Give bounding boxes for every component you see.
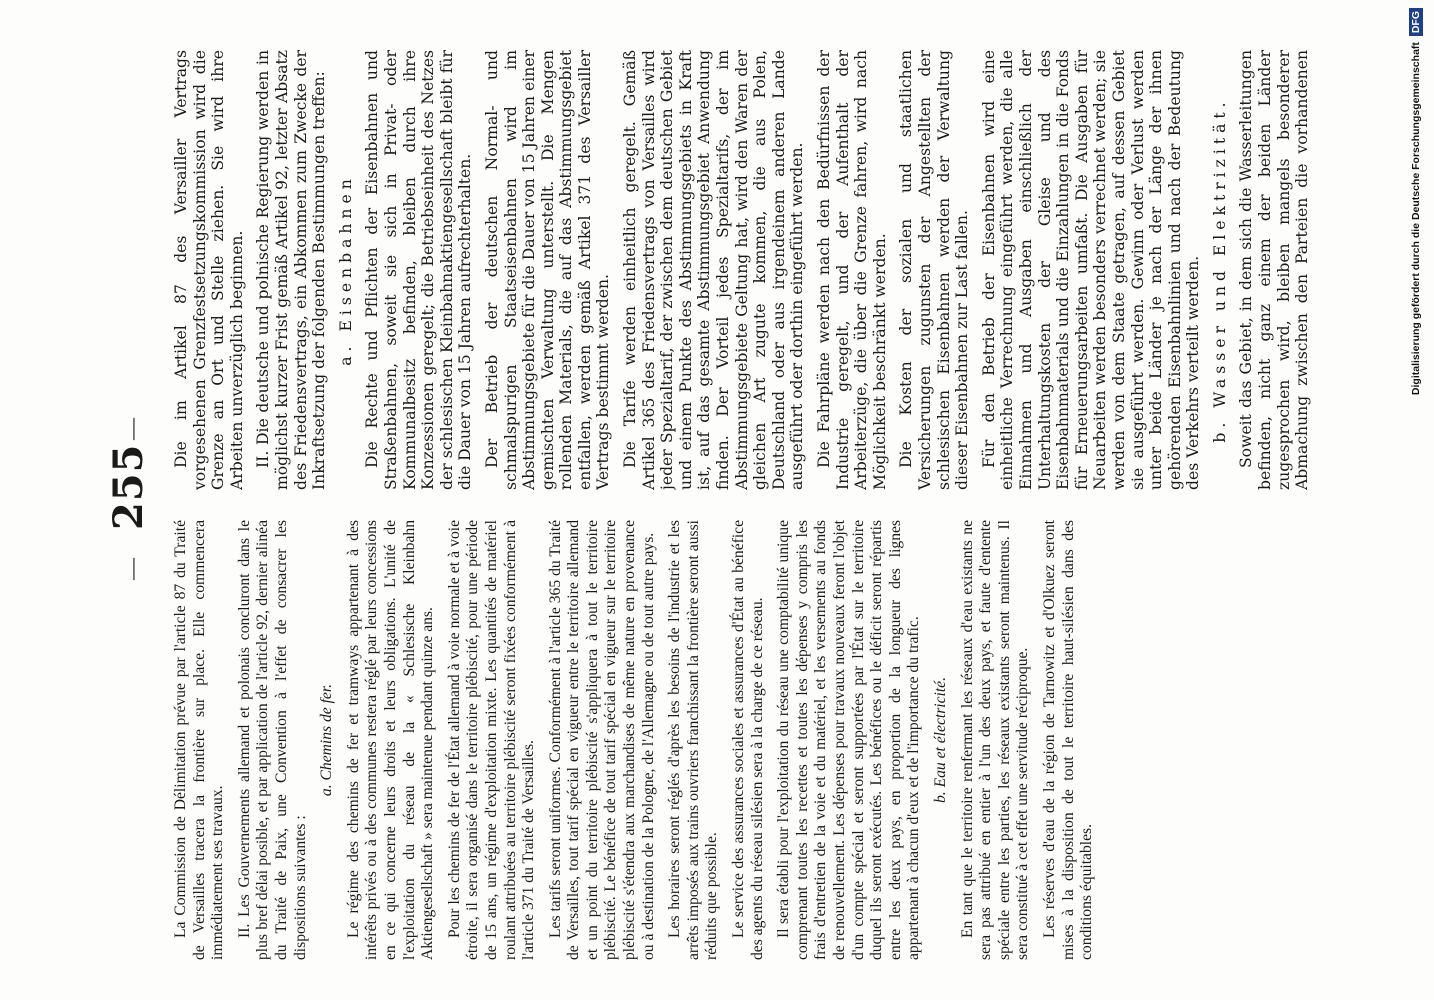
de-paragraph: Die Rechte und Pflichten der Eisenbahnen und Straßenbahnen, soweit sie sich in Privat- oder Kommunalbesitz befinden, bleiben durch ihre Konzessionen geregelt; die Betriebseinheit des Netzes der schlesischen Kleinbahnaktiengesellschaft bleibt für die Dauer von 15 Jahren aufrechterhalten. bbox=[363, 50, 475, 490]
fr-paragraph: En tant que le territoire renfermant les réseaux d'eau existants ne sera pas attribué en entier à l'un des deux pays, et faute d'entente spéciale entre les parties, les réseaux existants seront maintenus. Il sera constitué à cet effet une servitude réciproque. bbox=[958, 520, 1032, 960]
page-header bbox=[97, 40, 167, 960]
fr-heading-railways: a. Chemins de fer. bbox=[318, 683, 336, 797]
french-column bbox=[172, 520, 1312, 960]
de-paragraph: II. Die deutsche und polnische Regierung werden in möglichst kurzer Frist gemäß Artikel 92, letzter Absatz des Friedensvertrags, ein Abkommen zum Zwecke der Inkraftsetzung der folgenden Bestimmungen treffen: bbox=[254, 50, 329, 490]
funding-sidebar bbox=[1404, 8, 1428, 992]
fr-paragraph: Les réserves d'eau de la région de Tarnowitz et d'Olkuez seront mises à la disposition de tout le territoire haut-silésien dans des conditions équitables. bbox=[1040, 520, 1096, 960]
de-paragraph: Der Betrieb der deutschen Normal- und schmalspurigen Staatseisenbahnen wird im Abstimmungsgebiete für die Dauer von 15 Jahren einer gemischten Verwaltung unterstellt. Die Mengen rollenden Materials, die auf das Abstimmungsgebiet entfallen, werden gemäß Artikel 371 des Versailler Vertrags bestimmt werden. bbox=[482, 50, 613, 490]
de-paragraph: Für den Betrieb der Eisenbahnen wird eine einheitliche Verrechnung eingeführt werden, die alle Einnahmen und Ausgaben einschließlich der Unterhaltungskosten der Gleise und des Eisenbahnmaterials und die Einzahlungen in die Fonds für Erneuerungsarbeiten umfaßt. Die Ausgaben für Neuarbeiten werden besonders verrechnet werden; sie werden von dem Staate getragen, auf dessen Gebiet sie ausgeführt werden. Gewinn oder Verlust werden unter beide Länder je nach der Länge der ihnen gehörenden Eisenbahnlinien und nach der Bedeutung des Verkehrs verteilt werden. bbox=[979, 50, 1203, 490]
de-heading-railways: a. Eisenbahnen bbox=[336, 174, 355, 366]
de-paragraph: Die Kosten der sozialen und staatlichen Versicherungen zugunsten der Angestellten der schlesischen Eisenbahnen werden der Verwaltung dieser Eisenbahnen zur Last fallen. bbox=[897, 50, 972, 490]
funding-note bbox=[1404, 8, 1428, 992]
fr-paragraph: La Commission de Délimitation prévue par l'article 87 du Traité de Versailles tracera la frontière sur place. Elle commencera immédiatement ses travaux. bbox=[172, 520, 227, 960]
fr-paragraph: Les horaires seront réglés d'après les besoins de l'industrie et les arrêts imposés aux trains ouvriers franchissant la frontière seront aussi réduits que possible. bbox=[666, 520, 721, 960]
header-dash-right: — bbox=[119, 418, 144, 440]
page-number: 255 bbox=[105, 443, 152, 530]
fr-heading-water: b. Eau et électricité. bbox=[931, 677, 949, 803]
fr-paragraph: Le service des assurances sociales et assurances d'État au bénéfice des agents du réseau silésien sera à la charge de ce réseau. bbox=[730, 520, 766, 960]
dfg-logo: DFG bbox=[1409, 8, 1423, 36]
fr-paragraph: II. Les Gouvernements allemand et polonais concluront dans le plus bref délai posible, et par application de l'article 92, dernier alinéa du Traité de Paix, une Convention à l'effet de consacrer les dispositions suivantes : bbox=[235, 520, 309, 960]
funding-text: Digitalisierung gefördert durch die Deutsche Forschungsgemeinschaft bbox=[1410, 42, 1422, 396]
de-heading-water: b. Wasser und Elektrizität. bbox=[1210, 97, 1229, 443]
de-paragraph: Die Fahrpläne werden nach den Bedürfnissen der Industrie geregelt, und der Aufenthalt der Arbeiterzüge, die über die Grenze fahren, wird nach Möglichkeit beschränkt werden. bbox=[815, 50, 889, 490]
de-paragraph: Die Tarife werden einheitlich geregelt. Gemäß Artikel 365 des Friedensvertrags von Versailles wird jeder Spezialtarif, der zwischen dem deutschen Gebiet und einem Punkte des Abstimmungsgebiets in Kraft ist, auf das gesamte Abstimmungsgebiet Anwendung finden. Der Vorteil jedes Spezialtarifs, der im Abstimmungsgebiete Geltung hat, wird den Waren der gleichen Art zugute kommen, die aus Polen, Deutschland oder aus irgendeinem anderen Lande ausgeführt oder dorthin eingeführt werden. bbox=[621, 50, 807, 490]
header-dash-left: — bbox=[119, 558, 144, 580]
fr-paragraph: Il sera établi pour l'exploitation du réseau une comptabilité unique comprenant toutes les recettes et toutes les dépenses y compris les frais d'entretien de la voie et du matériel, et les versements au fonds de renouvellement. Les dépenses pour travaux nouveaux feront l'objet d'un compte spécial et seront supportées par l'État sur le territoire duquel ils seront exécutés. Les bénéfices ou le déficit seront répartis entre les deux pays, en proportion de la longueur des lignes appartenant à chacun d'eux et de l'importance du trafic. bbox=[775, 520, 923, 960]
fr-paragraph: Pour les chemins de fer de l'État allemand à voie normale et à voie étroite, il sera organisé dans le territoire plébiscité, pour une période de 15 ans, un régime d'exploitation mixte. Les quantités de matériel roulant attribuées au territoire plébiscité seront fixées conformément à l'article 371 du Traité de Versailles. bbox=[445, 520, 538, 960]
fr-paragraph: Les tarifs seront uniformes. Conformément à l'article 365 du Traité de Versailles, tout tarif spécial en vigueur entre le territoire allemand et un point du territoire plébiscité s'appliquera à tout le territoire plébiscité. Le bénéfice de tout tarif spécial en vigueur sur le territoire plébiscité s'étendra aux marchandises de même nature en provenance ou à destination de la Pologne, de l'Allemagne ou de tout autre pays. bbox=[546, 520, 657, 960]
text-columns bbox=[172, 40, 1312, 960]
fr-paragraph: Le régime des chemins de fer et tramways appartenant à des intérêts privés ou à des communes restera réglé par leurs concessions en ce qui concerne leurs droits et leurs obligations. L'unité de l'exploitation du réseau de la « Schlesische Kleinbahn Aktiengesellschaft » sera maintenue pendant quinze ans. bbox=[344, 520, 437, 960]
german-column bbox=[172, 50, 1312, 490]
rotated-content bbox=[97, 40, 1317, 960]
de-paragraph: Die im Artikel 87 des Versailler Vertrags vorgesehenen Grenzfestsetzungskommission wird die Grenze an Ort und Stelle ziehen. Sie wird ihre Arbeiten unverzüglich beginnen. bbox=[172, 50, 246, 490]
de-paragraph: Soweit das Gebiet, in dem sich die Wasserleitungen befinden, nicht ganz einem der beiden Länder zugesprochen wird, bleiben mangels besonderer Abmachung zwischen den Parteien die vorhandenen bbox=[1237, 50, 1312, 490]
